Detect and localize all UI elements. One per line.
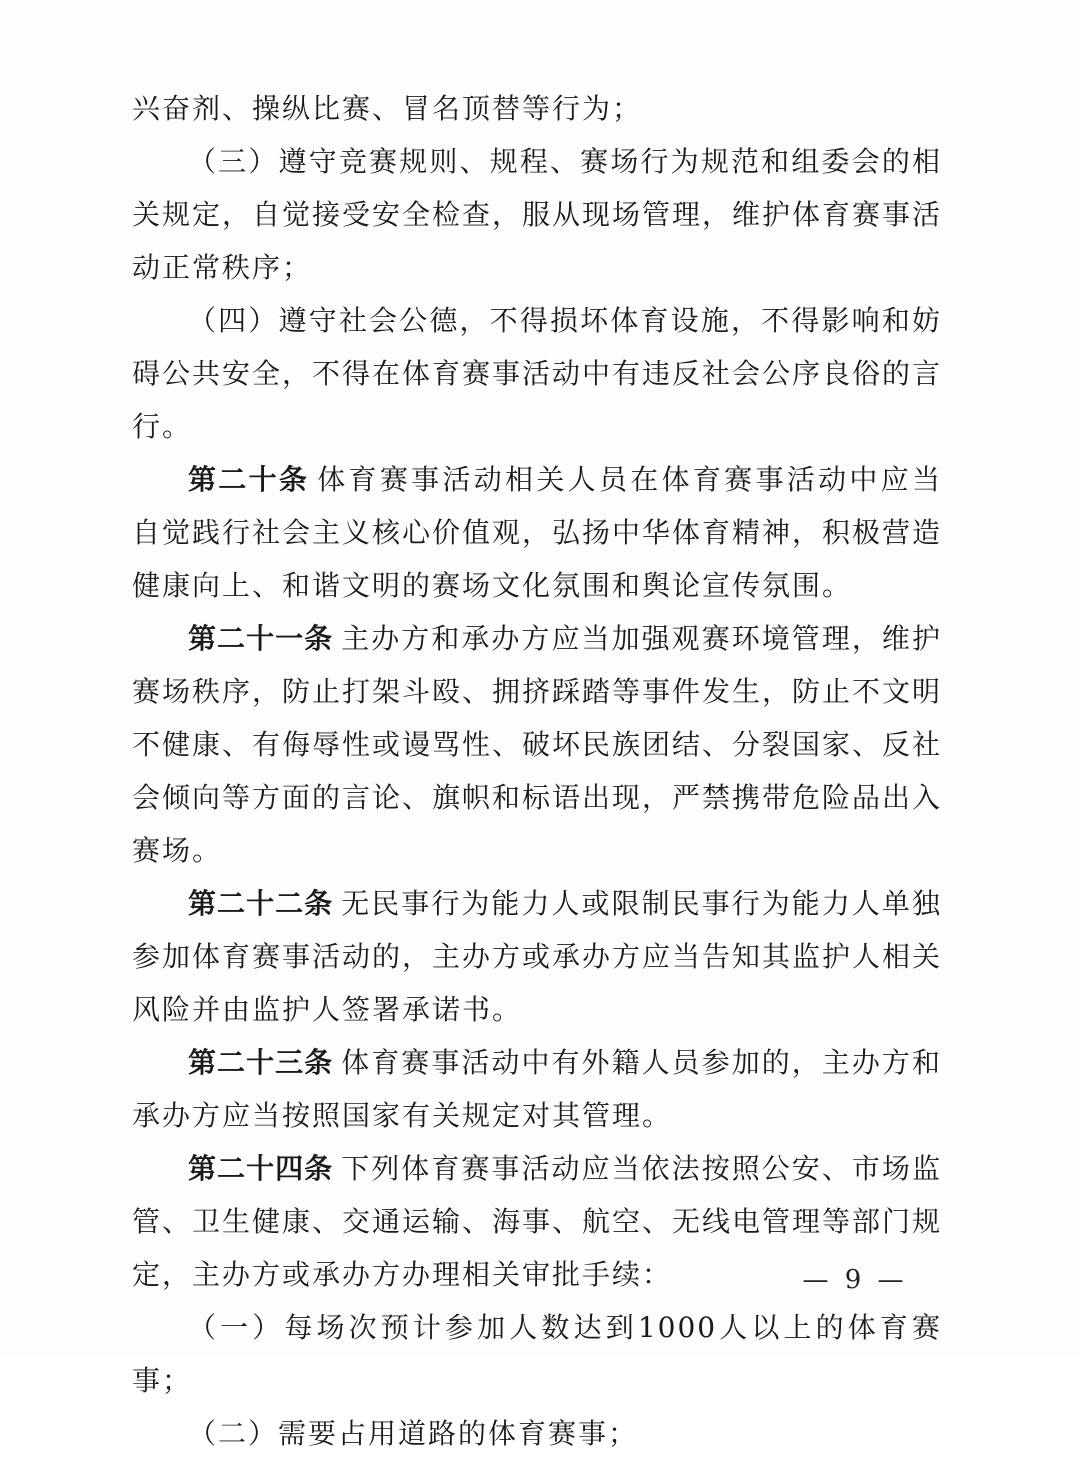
paragraph-text: 主办方和承办方应当加强观赛环境管理，维护赛场秩序，防止打架斗殴、拥挤踩踏等事件发生，防止不文明不健康、有侮辱性或谩骂性、破坏民族团结、分裂国家、反社会倾向等方面的言论、旗帜和标语出现，严禁携带危险品出入赛场。 — [132, 622, 943, 867]
paragraph-text: （四）遵守社会公德，不得损坏体育设施，不得影响和妨碍公共安全，不得在体育赛事活动中有违反社会公序良俗的言行。 — [132, 304, 943, 443]
paragraph-text: （一）每场次预计参加人数达到1000人以上的体育赛事； — [132, 1311, 942, 1397]
article-number: 第二十三条 — [188, 1046, 334, 1079]
paragraph-text: 下列体育赛事活动应当依法按照公安、市场监管、卫生健康、交通运输、海事、航空、无线电管理等部门规定，主办方或承办方办理相关审批手续： — [132, 1152, 943, 1291]
article-number: 第二十一条 — [188, 622, 334, 655]
paragraph-1 — [132, 82, 942, 135]
paragraph-text: 体育赛事活动相关人员在体育赛事活动中应当自觉践行社会主义核心价值观，弘扬中华体育精神，积极营造健康向上、和谐文明的赛场文化氛围和舆论宣传氛围。 — [132, 463, 943, 602]
paragraph-article-21 — [132, 612, 942, 877]
paragraph-article-20 — [132, 453, 942, 612]
paragraph-text: （三）遵守竞赛规则、规程、赛场行为规范和组委会的相关规定，自觉接受安全检查，服从现场管理，维护体育赛事活动正常秩序； — [132, 145, 943, 284]
paragraph-text: 兴奋剂、操纵比赛、冒名顶替等行为； — [132, 92, 643, 125]
article-number: 第二十条 — [188, 463, 310, 496]
list-item-2 — [132, 1407, 942, 1460]
paragraph-text: （二）需要占用道路的体育赛事； — [188, 1417, 639, 1450]
page-number: — 9 — — [802, 1265, 908, 1295]
article-number: 第二十二条 — [188, 887, 334, 920]
paragraph-3 — [132, 294, 942, 453]
paragraph-article-23 — [132, 1036, 942, 1142]
list-item-1 — [132, 1301, 942, 1407]
paragraph-text: 体育赛事活动中有外籍人员参加的，主办方和承办方应当按照国家有关规定对其管理。 — [132, 1046, 942, 1132]
paragraph-text: 无民事行为能力人或限制民事行为能力人单独参加体育赛事活动的，主办方或承办方应当告知其监护人相关风险并由监护人签署承诺书。 — [132, 887, 943, 1026]
paragraph-2 — [132, 135, 942, 294]
paragraph-article-22 — [132, 877, 942, 1036]
article-number: 第二十四条 — [188, 1152, 334, 1185]
document-body — [132, 82, 942, 1460]
